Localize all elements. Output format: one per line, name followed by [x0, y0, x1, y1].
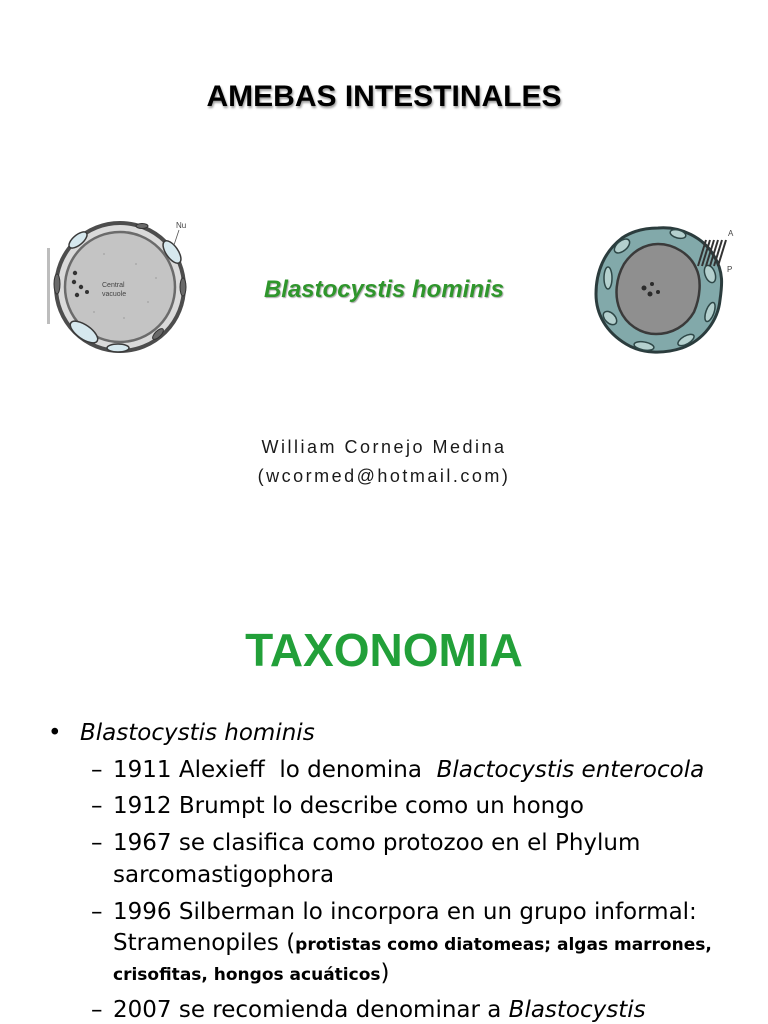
- dash-marker: –: [91, 830, 103, 856]
- organelle-shape: [136, 224, 148, 229]
- label-a: A: [728, 229, 734, 238]
- blastocystis-cell-illustration: [586, 214, 738, 366]
- item-text: Stramenopiles (: [113, 930, 296, 956]
- list-item-1967-line1: 1967 se clasifica como protozoo en el Phylum: [113, 830, 641, 856]
- dash-marker: –: [91, 793, 103, 819]
- organelle-shape: [107, 344, 129, 352]
- central-vacuole: [617, 244, 700, 334]
- label-p: P: [727, 265, 733, 274]
- speckle: [93, 311, 95, 313]
- dash-marker: –: [91, 997, 103, 1023]
- slide-title: AMEBAS INTESTINALES: [206, 80, 562, 113]
- list-item-2007: [113, 996, 646, 1024]
- item-close-paren: ): [380, 960, 390, 986]
- granule: [648, 292, 653, 297]
- organelle-shape: [604, 267, 612, 289]
- item-note: crisofitas, hongos acuáticos: [113, 965, 381, 985]
- stripe: [718, 240, 726, 266]
- granule: [656, 290, 660, 294]
- item-text: 1911 Alexieff lo denomina: [113, 757, 437, 783]
- item-species: Blactocystis enterocola: [436, 757, 705, 783]
- dash-marker: –: [91, 757, 103, 783]
- speckle: [123, 317, 125, 319]
- item-note: protistas como diatomeas; algas marrones,: [295, 935, 712, 955]
- list-item-1996-line2: [113, 929, 712, 959]
- dash-marker: –: [91, 899, 103, 925]
- speckle: [135, 263, 137, 265]
- list-item-1911: [113, 756, 704, 784]
- granule: [642, 286, 647, 291]
- label-nucleus: Nu: [176, 221, 187, 230]
- bullet-organism: Blastocystis hominis: [80, 720, 315, 746]
- bullet-marker: •: [48, 720, 62, 746]
- slide-title-taxonomia: TAXONOMIA: [245, 624, 523, 676]
- list-item-1996-line3: [113, 959, 390, 989]
- list-item-1912: 1912 Brumpt lo describe como un hongo: [113, 793, 584, 819]
- label-vacuole-line1: Central: [102, 282, 125, 289]
- author-name: William Cornejo Medina: [261, 437, 507, 457]
- item-text: 2007 se recomienda denominar a: [113, 997, 509, 1023]
- label-vacuole-line2: vacuole: [102, 291, 127, 298]
- author-email: (wcormed@hotmail.com): [257, 466, 511, 486]
- granule: [650, 282, 654, 286]
- speckle: [103, 253, 105, 255]
- list-item-1996-line1: 1996 Silberman lo incorpora en un grupo informal:: [113, 899, 697, 925]
- nucleus-pointer-line: [174, 230, 179, 245]
- slide-subtitle: Blastocystis hominis: [263, 276, 505, 303]
- list-item-1967-line2: sarcomastigophora: [113, 862, 335, 888]
- item-species: Blastocystis: [508, 997, 646, 1023]
